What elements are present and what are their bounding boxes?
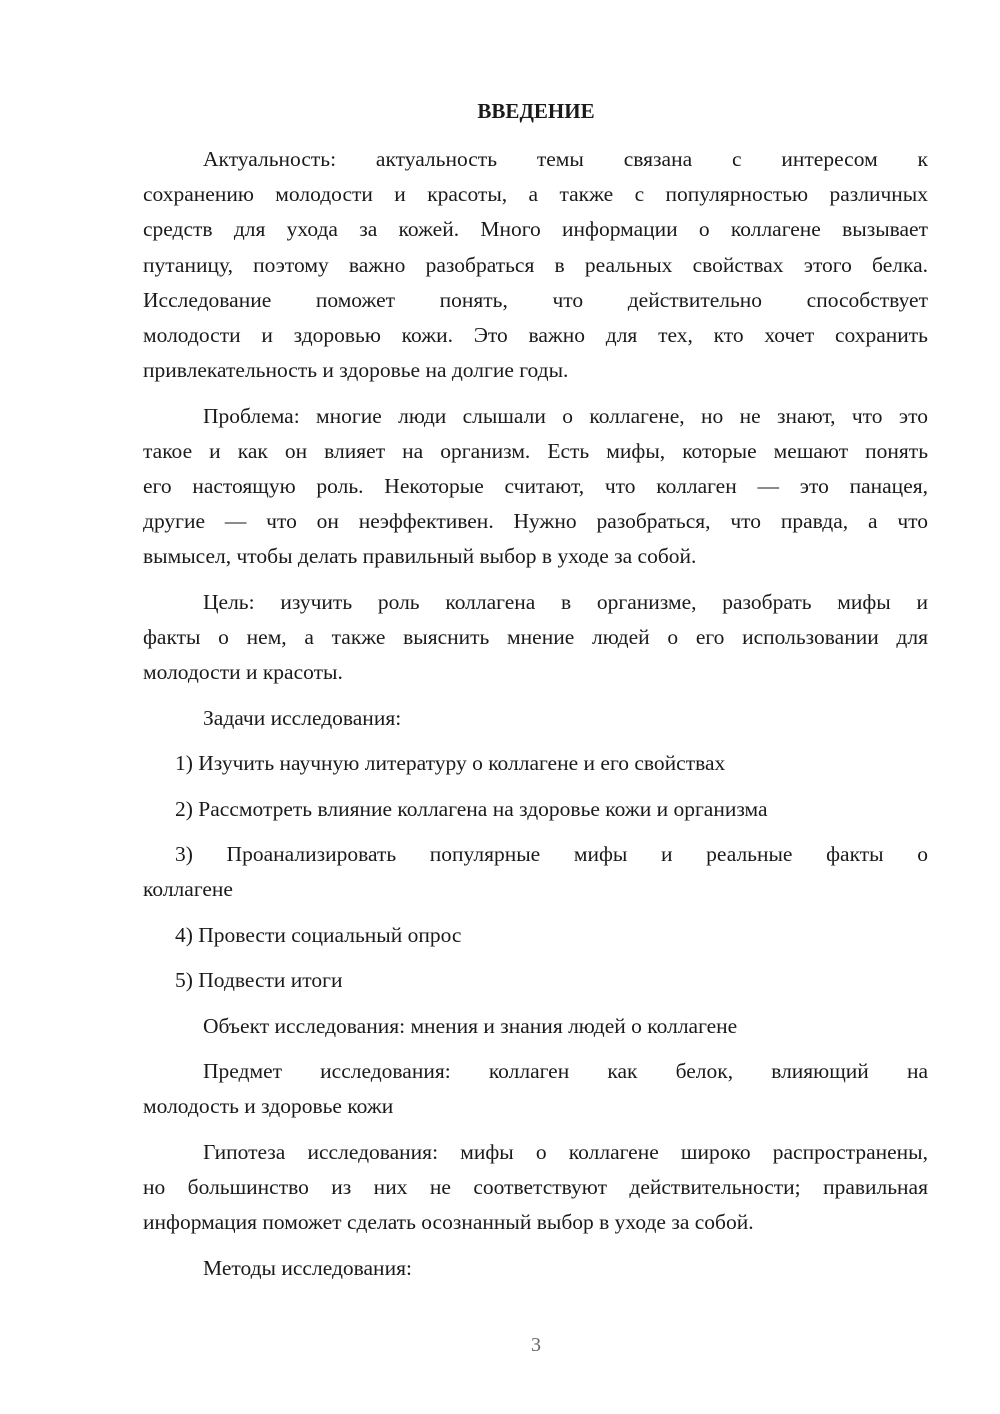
text-line: вымысел, чтобы делать правильный выбор в уходе за собой.	[143, 544, 697, 569]
text-line: такое и как он влияет на организм. Есть мифы, которые мешают понять	[143, 438, 928, 463]
list-item	[143, 963, 928, 998]
text-line: молодости и красоты.	[143, 660, 343, 685]
paragraph	[143, 399, 928, 575]
paragraph	[143, 1135, 928, 1241]
text-line: Актуальность: актуальность темы связана с интересом к	[203, 147, 928, 171]
page-number: 3	[531, 1334, 541, 1356]
text-line: другие — что он неэффективен. Нужно разобраться, что правда, а что	[143, 509, 928, 534]
text-line: его настоящую роль. Некоторые считают, что коллаген — это панацея,	[143, 473, 928, 498]
text-line: Методы исследования:	[203, 1255, 412, 1280]
text-line: привлекательность и здоровье на долгие годы.	[143, 358, 569, 383]
list-item	[143, 746, 928, 781]
paragraph	[143, 1009, 928, 1044]
paragraph	[143, 1251, 928, 1286]
list-item	[143, 792, 928, 827]
text-line: 4) Провести социальный опрос	[175, 922, 462, 947]
text-line: но большинство из них не соответствуют действительности; правильная	[143, 1175, 928, 1200]
text-line: Гипотеза исследования: мифы о коллагене широко распространены,	[203, 1139, 928, 1164]
list-item	[143, 918, 928, 953]
text-line: коллагене	[143, 877, 233, 902]
text-line: Задачи исследования:	[203, 705, 402, 730]
text-line: путаницу, поэтому важно разобраться в реальных свойствах этого белка.	[143, 252, 928, 277]
text-line: 1) Изучить научную литературу о коллагене и его свойствах	[175, 751, 726, 776]
text-line: информация поможет сделать осознанный выбор в уходе за собой.	[143, 1210, 754, 1235]
paragraph	[143, 585, 928, 691]
paragraph	[143, 1054, 928, 1124]
text-line: средств для ухода за кожей. Много информации о коллагене вызывает	[143, 217, 928, 242]
text-line: Проблема: многие люди слышали о коллагене, но не знают, что это	[203, 403, 928, 428]
paragraph	[143, 142, 928, 388]
section-heading: ВВЕДЕНИЕ	[477, 99, 595, 123]
text-line: молодости и здоровью кожи. Это важно для тех, кто хочет сохранить	[143, 322, 928, 347]
text-line: молодость и здоровье кожи	[143, 1094, 394, 1119]
paragraph	[143, 701, 928, 736]
text-line: 5) Подвести итоги	[175, 968, 343, 993]
text-line: 2) Рассмотреть влияние коллагена на здоровье кожи и организма	[175, 796, 768, 821]
text-line: 3) Проанализировать популярные мифы и реальные факты о	[175, 842, 928, 867]
text-line: Цель: изучить роль коллагена в организме, разобрать мифы и	[203, 589, 928, 614]
list-item	[143, 837, 928, 907]
text-line: сохранению молодости и красоты, а также с популярностью различных	[143, 182, 928, 207]
text-line: Исследование поможет понять, что действительно способствует	[143, 287, 928, 312]
document-body	[143, 142, 928, 1296]
text-line: Предмет исследования: коллаген как белок, влияющий на	[203, 1059, 928, 1084]
text-line: Объект исследования: мнения и знания людей о коллагене	[203, 1013, 738, 1038]
text-line: факты о нем, а также выяснить мнение людей о его использовании для	[143, 625, 928, 650]
